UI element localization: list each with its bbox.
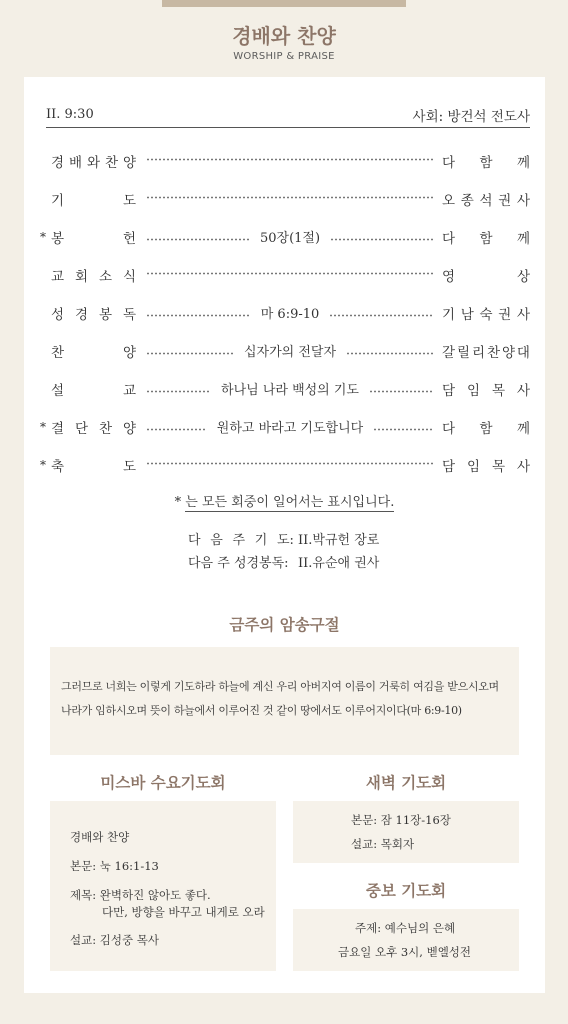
order-item-leader: 담 임 목 사 [442, 383, 530, 399]
standing-mark: * [40, 230, 46, 244]
order-item-leader: 영 상 [442, 269, 530, 285]
order-row [40, 370, 530, 408]
dot-leader [146, 189, 434, 199]
wednesday-line-4: 다만, 방향을 바꾸고 내게로 오라 [102, 905, 265, 919]
order-item-label: 기 도 [51, 193, 136, 209]
order-item-leader: 담 임 목 사 [442, 459, 530, 475]
order-item-leader: 오 종 석 권 사 [442, 193, 530, 209]
verse-title: 금주의 암송구절 [229, 616, 340, 634]
page-title: 경배와 찬양 [232, 24, 336, 48]
divider [46, 127, 530, 128]
service-presider: 사회: 방건석 전도사 [412, 109, 530, 125]
order-item-label: 교 회 소 식 [51, 269, 136, 285]
order-item-label: 봉 헌 [51, 231, 136, 247]
order-item-label: 찬 양 [51, 345, 136, 361]
intercession-box [293, 909, 519, 971]
next-reading-value: II.유순애 권사 [298, 556, 380, 571]
verse-line-2: 나라가 임하시오며 뜻이 하늘에서 이루어진 것 같이 땅에서도 이루어지이다(마 6:9-10) [61, 704, 462, 717]
verse-line-1: 그러므로 너희는 이렇게 기도하라 하늘에 계신 우리 아버지여 이름이 거룩히 여김을 받으시오며 [61, 680, 499, 693]
wednesday-line-1: 경배와 찬양 [70, 830, 130, 844]
order-row [40, 408, 530, 446]
order-item-leader: 기 남 숙 권 사 [442, 307, 530, 323]
next-reading-label: 다음 주 성경봉독: [188, 556, 289, 571]
order-item-label: 설 교 [51, 383, 136, 399]
dawn-box [293, 801, 519, 863]
order-item-leader: 다 함 께 [442, 421, 530, 437]
order-item-label: 경 배 와 찬 양 [51, 155, 136, 171]
dot-leader [146, 455, 434, 465]
bulletin-card [24, 77, 545, 993]
standing-mark: * [174, 495, 182, 510]
intercession-line-2: 금요일 오후 3시, 벧엘성전 [338, 945, 472, 959]
wednesday-line-2: 본문: 눅 16:1-13 [70, 859, 159, 873]
order-item-label: 성 경 봉 독 [51, 307, 136, 323]
verse-box [50, 647, 519, 755]
wednesday-line-3: 제목: 완벽하진 않아도 좋다. [70, 888, 211, 902]
order-item-detail: 원하고 바라고 기도합니다 [216, 421, 364, 436]
next-prayer-value: II.박규헌 장로 [298, 533, 380, 548]
order-row [40, 218, 530, 256]
dot-leader [146, 417, 434, 436]
order-of-worship [40, 142, 530, 484]
service-header [46, 105, 530, 127]
order-row [40, 180, 530, 218]
standing-note [24, 491, 545, 510]
next-prayer-label: 다 음 주 기 도: [188, 533, 294, 548]
wednesday-box [50, 801, 276, 971]
order-item-leader: 다 함 께 [442, 155, 530, 171]
dot-leader [146, 341, 434, 360]
order-item-label: 축 도 [51, 459, 136, 475]
dawn-line-2: 설교: 목회자 [351, 837, 415, 851]
order-row [40, 294, 530, 332]
order-item-detail: 십자가의 전달자 [243, 345, 337, 360]
order-row [40, 256, 530, 294]
order-row [40, 446, 530, 484]
next-week-info [188, 529, 379, 575]
dot-leader [146, 265, 434, 275]
page-subtitle: WORSHIP & PRAISE [233, 51, 335, 62]
next-prayer-row [188, 529, 379, 552]
dawn-line-1: 본문: 잠 11장-16장 [351, 813, 451, 827]
intercession-title: 중보 기도회 [365, 882, 447, 900]
dawn-title: 새벽 기도회 [365, 774, 447, 792]
order-item-detail: 마 6:9-10 [260, 307, 320, 322]
order-row [40, 142, 530, 180]
top-accent-bar [162, 0, 406, 7]
order-item-leader: 갈 릴 리 찬 양 대 [442, 345, 530, 361]
service-time: II. 9:30 [46, 107, 94, 122]
intercession-line-1: 주제: 예수님의 은혜 [355, 921, 456, 935]
standing-mark: * [40, 420, 46, 434]
dot-leader [146, 379, 434, 398]
order-item-label: 결 단 찬 양 [51, 421, 136, 437]
order-item-detail: 하나님 나라 백성의 기도 [221, 383, 359, 398]
next-reading-row [188, 552, 379, 575]
order-item-leader: 다 함 께 [442, 231, 530, 247]
wednesday-line-5: 설교: 김성중 목사 [70, 933, 159, 947]
dot-leader [146, 227, 434, 246]
dot-leader [146, 303, 434, 322]
standing-mark: * [40, 458, 46, 472]
dot-leader [146, 151, 434, 161]
standing-note-text: 는 모든 회중이 일어서는 표시입니다. [185, 495, 395, 510]
order-item-detail: 50장(1절) [259, 231, 321, 246]
order-row [40, 332, 530, 370]
wednesday-title: 미스바 수요기도회 [100, 774, 226, 792]
